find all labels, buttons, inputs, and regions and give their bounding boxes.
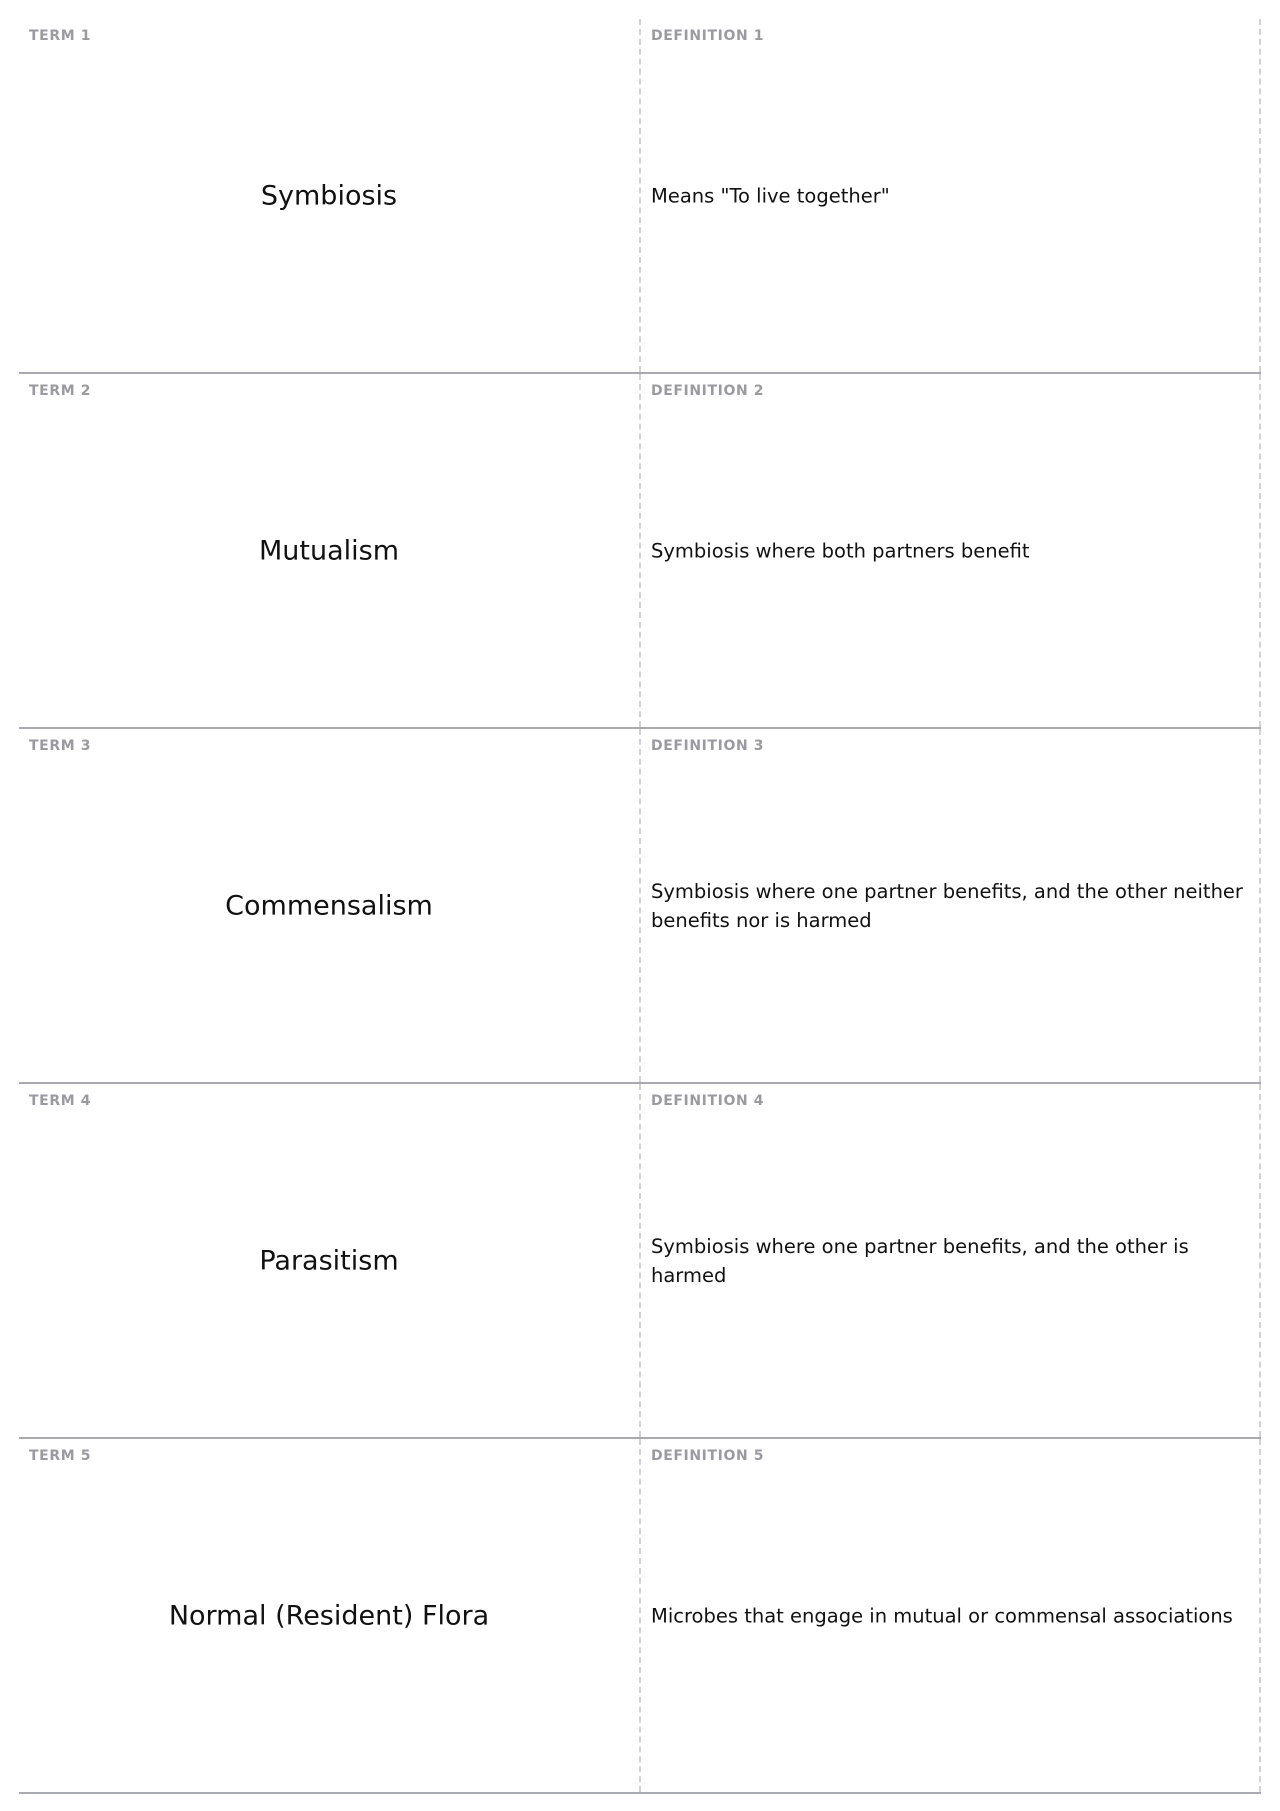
term-text: Normal (Resident) Flora — [168, 1600, 490, 1631]
term-text: Commensalism — [225, 890, 433, 921]
term-cell — [19, 1439, 641, 1792]
term-cell — [19, 1084, 641, 1437]
term-cell — [19, 374, 641, 727]
flashcard-row — [19, 1084, 1261, 1439]
definition-text: Symbiosis where one partner benefits, and the other is harmed — [651, 1234, 1189, 1287]
flashcard-sheet — [19, 19, 1261, 1794]
term-label: TERM 2 — [29, 383, 92, 399]
term-text: Symbiosis — [260, 180, 398, 211]
flashcard-row — [19, 1439, 1261, 1794]
flashcard-row — [19, 19, 1261, 374]
definition-cell — [641, 1439, 1261, 1792]
definition-label: DEFINITION 5 — [651, 1448, 765, 1464]
term-label: TERM 3 — [29, 738, 92, 754]
flashcard-row — [19, 374, 1261, 729]
definition-text: Symbiosis where one partner benefits, and the other neither benefits nor is harmed — [651, 879, 1243, 932]
definition-text: Microbes that engage in mutual or commensal associations — [651, 1603, 1233, 1627]
term-text: Parasitism — [259, 1245, 399, 1276]
term-label: TERM 1 — [29, 28, 92, 44]
term-label: TERM 4 — [29, 1093, 92, 1109]
definition-cell — [641, 374, 1261, 727]
definition-cell — [641, 729, 1261, 1082]
definition-cell — [641, 19, 1261, 372]
term-cell — [19, 19, 641, 372]
definition-label: DEFINITION 3 — [651, 738, 765, 754]
definition-label: DEFINITION 4 — [651, 1093, 765, 1109]
definition-text: Means "To live together" — [651, 183, 890, 207]
definition-cell — [641, 1084, 1261, 1437]
definition-text: Symbiosis where both partners benefit — [651, 538, 1030, 562]
term-cell — [19, 729, 641, 1082]
term-text: Mutualism — [258, 535, 400, 566]
term-label: TERM 5 — [29, 1448, 92, 1464]
definition-label: DEFINITION 2 — [651, 383, 765, 399]
flashcard-row — [19, 729, 1261, 1084]
definition-label: DEFINITION 1 — [651, 28, 765, 44]
